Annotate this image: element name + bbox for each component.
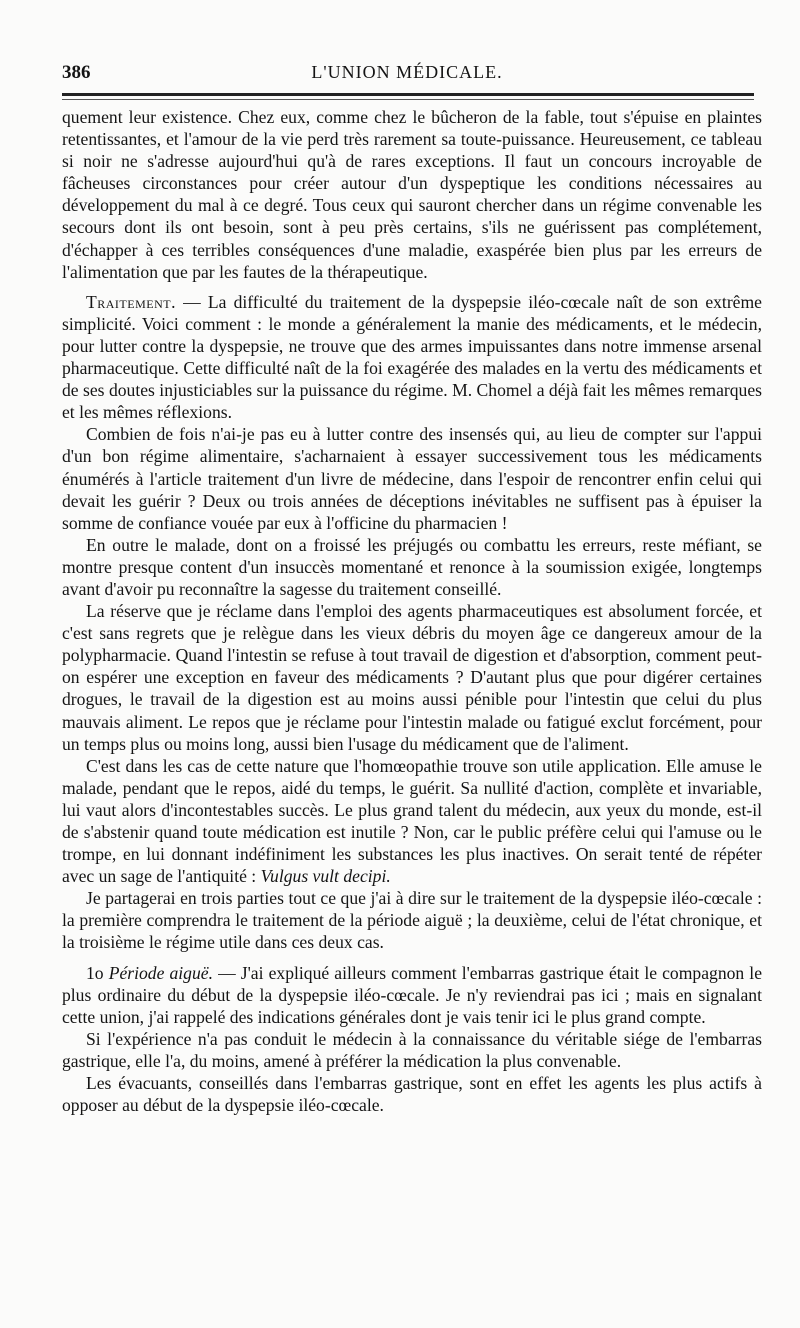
paragraph-continuation: quement leur existence. Chez eux, comme chez le bûcheron de la fable, tout s'épuise en plaintes retentissantes, et l'amour de la vie perd très rarement sa toute-puissance. Heureusement, ce tableau si noir ne s'adresse aujourd'hui qu'à de rares exceptions. Il faut un concours incroyable de fâcheuses circonstances pour créer autour d'un dyspeptique les conditions nécessaires au développement du mal à ce degré. Tous ceux qui sauront chercher dans un régime convenable les secours dont ils ont besoin, sont à peu près certains, s'ils ne guérissent pas complétement, d'échapper à ces terribles conséquences d'une maladie, exaspérée bien plus par les erreurs de l'alimentation que par les fautes de la thérapeutique. — [62, 107, 762, 282]
paragraph-text: — J'ai expliqué ailleurs comment l'embarras gastrique était le compagnon le plus ordinaire du début de la dyspepsie iléo-cœcale. Je n'y reviendrai pas ici ; mais en signalant cette union, j'ai rappelé des indications générales dont je vais tenir ici le plus grand compte. — [62, 962, 763, 1027]
paragraph-text: C'est dans les cas de cette nature que l'homœopathie trouve son utile application. Elle amuse le malade, pendant que le repos, aidé du temps, le guérit. Sa nullité d'action, complète et invariable, lui vaut alors d'incontestables succès. Le plus grand talent du médecin, aux yeux du monde, est-il de s'abstenir quand toute médication est inutile ? Non, car le public préfère celui qui l'amuse ou le trompe, en lui donnant indéfiniment les substances les plus inactives. On serait tenté de répéter avec un sage de l'antiquité : — [62, 755, 762, 887]
section-heading-traitement: Traitement. — [86, 291, 176, 312]
header-rule-thick — [62, 93, 754, 96]
paragraph: Les évacuants, conseillés dans l'embarras gastrique, sont en effet les agents les plus actifs à opposer au début de la dyspepsie iléo-cœcale. — [62, 1073, 762, 1116]
subsection-heading: Période aiguë. — [108, 962, 213, 983]
paragraph: La réserve que je réclame dans l'emploi des agents pharmaceutiques est absolument forcée, et c'est sans regrets que je relègue dans les vieux débris du moyen âge ce dangereux amour de la polypharmacie. Quand l'intestin se refuse à tout travail de digestion et d'absorption, comment peut-on espérer une exception en faveur des médicaments ? D'autant plus que pour digérer certaines drogues, le travail de la digestion est au moins aussi pénible pour l'intestin que celui du plus mauvais aliment. Le repos que je réclame pour l'intestin malade ou fatigué exclut forcément, pour un temps plus ou moins long, aussi bien l'usage du médicament que de l'aliment. — [62, 601, 762, 754]
paragraph-homoeopathie — [62, 755, 762, 888]
paragraph: En outre le malade, dont on a froissé les préjugés ou combattu les erreurs, reste méfiant, se montre presque content d'un insuccès momentané et renonce à la soumission exigée, longtemps avant d'avoir pu reconnaître la sagesse du traitement conseillé. — [62, 534, 762, 599]
paragraph-text: — La difficulté du traitement de la dyspepsie iléo-cœcale naît de son extrême simplicité. Voici comment : le monde a généralement la manie des médicaments, et le médecin, pour lutter contre la dyspepsie, ne trouve que des armes impuissantes dans notre immense arsenal pharmaceutique. Cette difficulté naît de la foi exagérée des malades en la vertu des médicaments et de ses doutes injusticiables sur la puissance du régime. M. Chomel a déjà fait les mêmes remarques et les mêmes réflexions. — [62, 291, 762, 423]
page-header — [62, 60, 752, 88]
running-title: L'UNION MÉDICALE. — [311, 62, 503, 82]
paragraph: Je partagerai en trois parties tout ce que j'ai à dire sur le traitement de la dyspepsie iléo-cœcale : la première comprendra le traitement de la période aiguë ; la deuxième, celui de l'état chronique, et la troisième le régime utile dans ces deux cas. — [62, 888, 762, 953]
paragraph-traitement — [62, 291, 762, 424]
body-text — [62, 106, 762, 1116]
paragraph-periode-aigue — [62, 962, 762, 1028]
paragraph: Si l'expérience n'a pas conduit le médecin à la connaissance du véritable siége de l'embarras gastrique, elle l'a, du moins, amené à préférer la médication la plus convenable. — [62, 1028, 762, 1071]
page-number: 386 — [62, 62, 91, 83]
header-rule-thin — [62, 99, 754, 100]
latin-quote: Vulgus vult decipi. — [260, 866, 391, 887]
list-number: 1o — [86, 962, 109, 983]
paragraph: Combien de fois n'ai-je pas eu à lutter contre des insensés qui, au lieu de compter sur l'appui d'un bon régime alimentaire, s'acharnaient à essayer successivement tous les médicaments énumérés à l'article traitement d'un livre de médecine, dans l'espoir de rencontrer enfin celui qui devait les guérir ? Deux ou trois années de déceptions inévitables ne suffisent pas à épuiser la somme de confiance vouée par eux à l'officine du pharmacien ! — [62, 424, 762, 533]
